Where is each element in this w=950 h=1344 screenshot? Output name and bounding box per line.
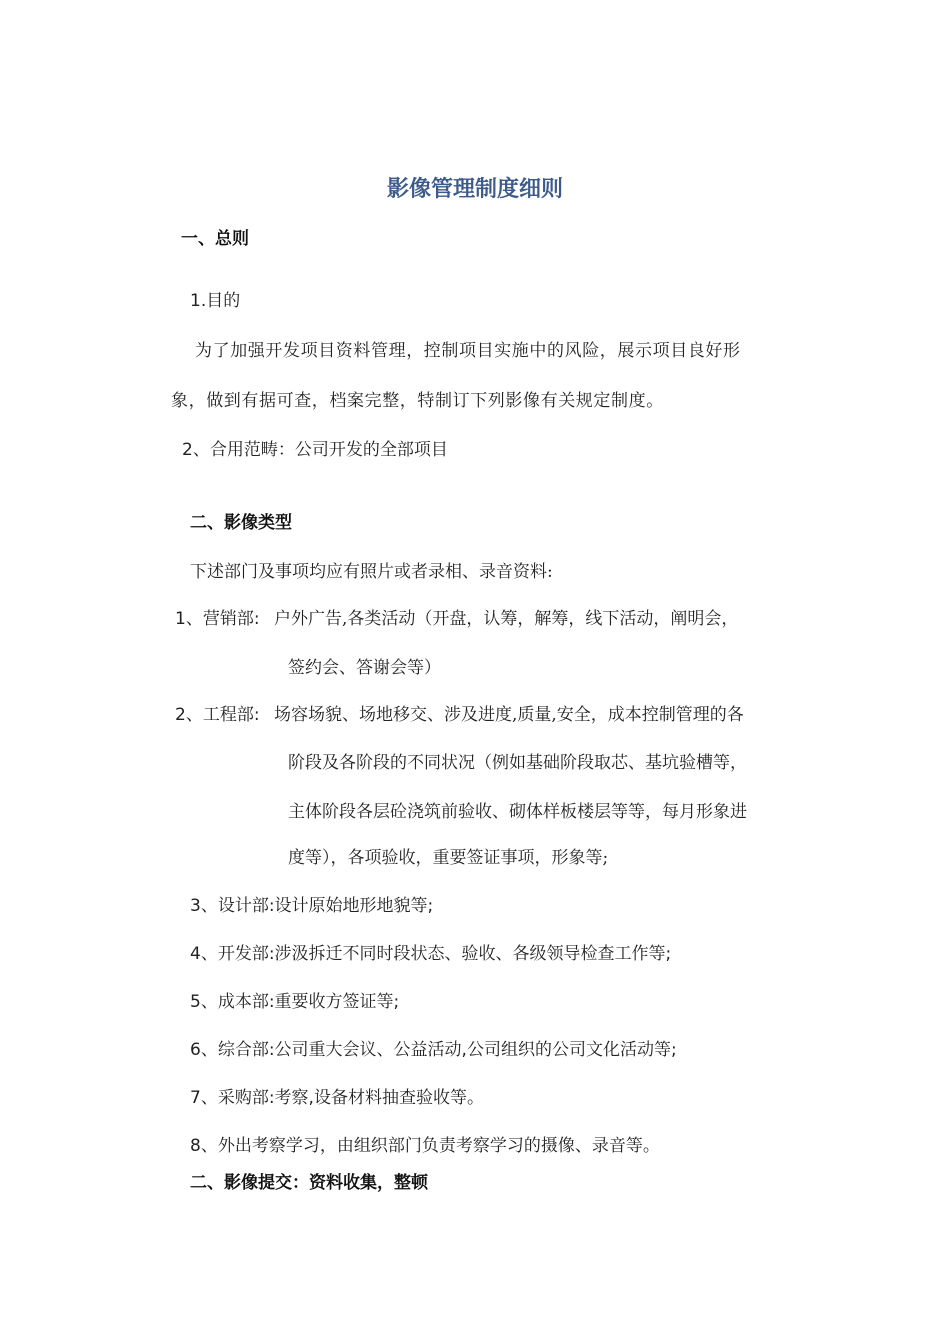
- dept-item-line: 场容场貌、场地移交、涉及进度,质量,安全，成本控制管理的各: [274, 705, 744, 725]
- purpose-paragraph-line1: 为了加强开发项目资料管理，控制项目实施中的风险，展示项目良好形: [195, 341, 741, 361]
- item-purpose-label: 1.目的: [190, 291, 241, 311]
- dept-item-line: 户外广告,各类活动（开盘，认筹，解筹，线下活动，阐明会，: [274, 609, 739, 629]
- dept-item-line: 主体阶段各层砼浇筑前验收、砌体样板楼层等等，每月形象进: [288, 802, 747, 822]
- dept-item-label: 2、工程部:: [175, 705, 260, 725]
- purpose-paragraph-line2: 象，做到有据可查，档案完整，特制订下列影像有关规定制度。: [171, 391, 664, 411]
- dept-item: 8、外出考察学习，由组织部门负责考察学习的摄像、录音等。: [190, 1136, 660, 1156]
- document-title: 影像管理制度细则: [386, 177, 563, 202]
- section-heading-submission: 二、影像提交：资料收集，整顿: [190, 1173, 428, 1193]
- dept-item: 4、开发部:涉汲拆迁不同时段状态、验收、各级领导检查工作等;: [190, 944, 672, 964]
- dept-item-line: 签约会、答谢会等）: [288, 658, 441, 678]
- dept-item: 3、设计部:设计原始地形地貌等;: [190, 896, 434, 916]
- dept-item: 5、成本部:重要收方签证等;: [190, 992, 400, 1012]
- dept-item-label: 1、营销部:: [175, 609, 260, 629]
- section-heading-image-types: 二、影像类型: [190, 513, 292, 533]
- scope-item: 2、合用范畴：公司开发的全部项目: [182, 440, 448, 460]
- dept-item-line: 度等），各项验收，重要签证事项，形象等;: [288, 848, 609, 868]
- dept-item-line: 阶段及各阶段的不同状况（例如基础阶段取芯、基坑验槽等，: [288, 753, 747, 773]
- dept-item: 6、综合部:公司重大会议、公益活动,公司组织的公司文化活动等;: [190, 1040, 677, 1060]
- image-types-intro: 下述部门及事项均应有照片或者录相、录音资料:: [190, 562, 553, 582]
- section-heading-general: 一、总则: [181, 229, 249, 249]
- dept-item: 7、采购部:考察,设备材料抽查验收等。: [190, 1088, 484, 1108]
